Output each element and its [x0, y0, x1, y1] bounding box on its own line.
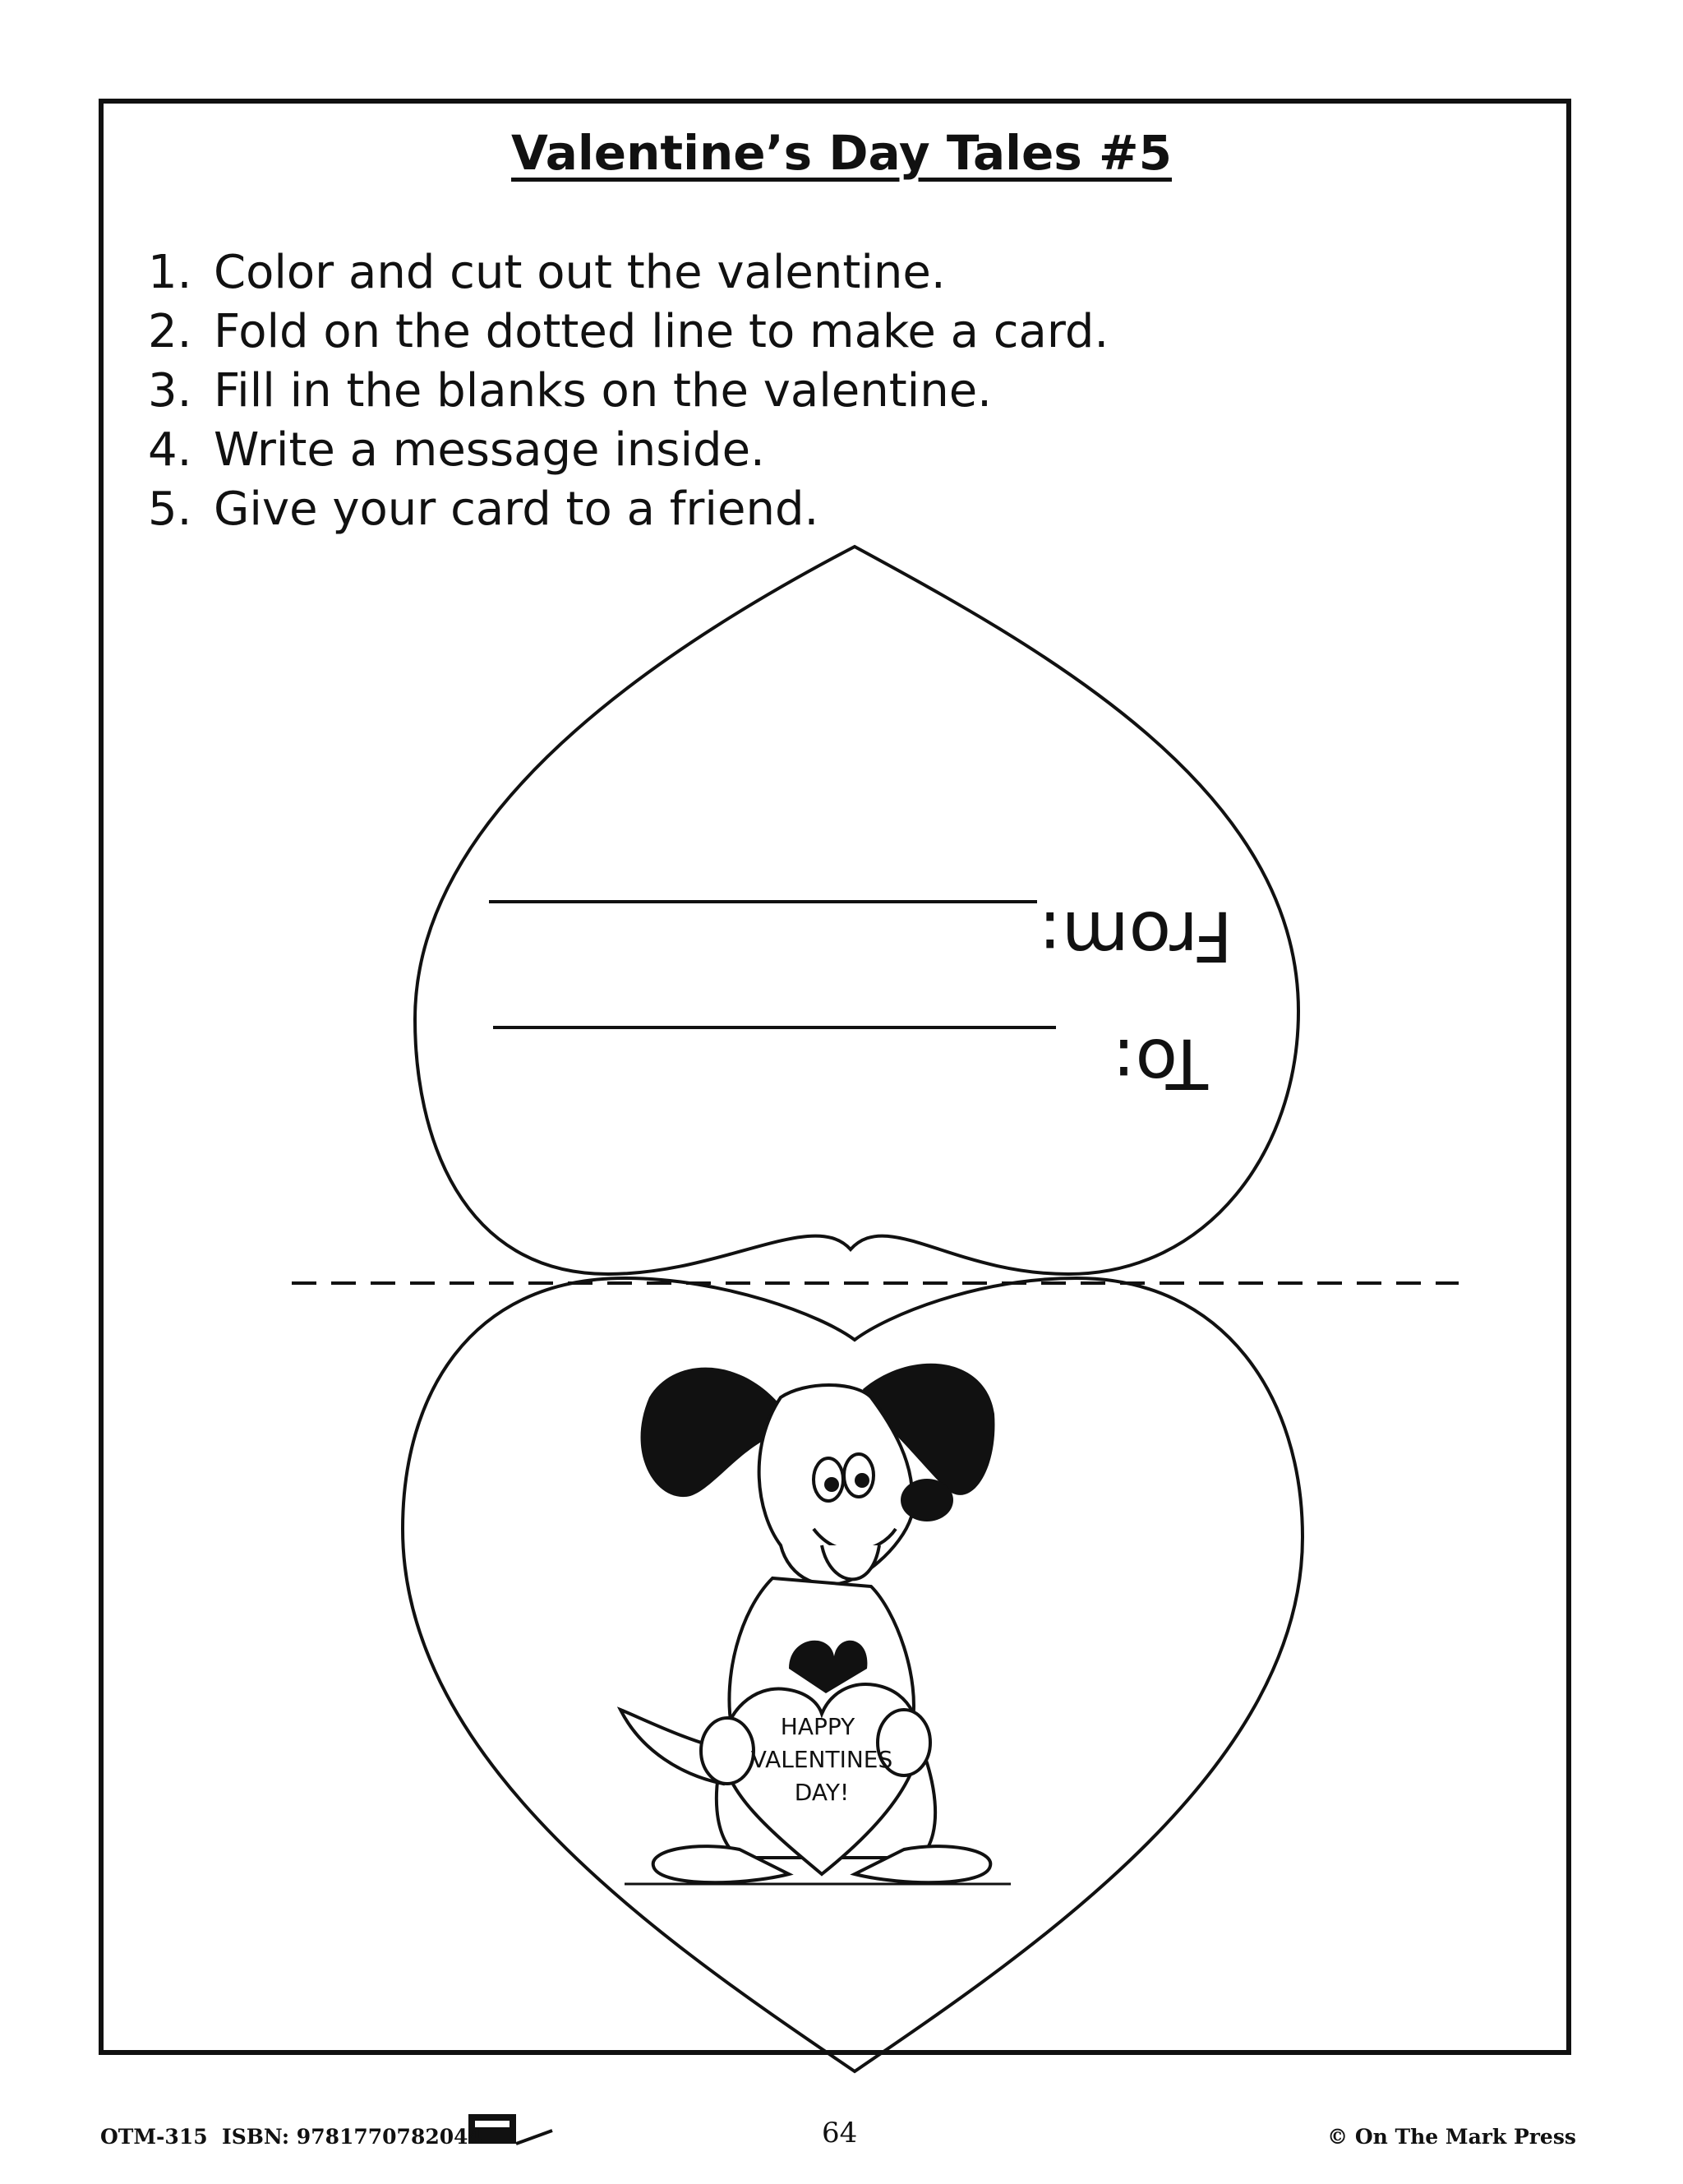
- held-heart-line-1: HAPPY: [780, 1713, 855, 1740]
- puppy-left-paw: [701, 1718, 754, 1784]
- instruction-text: Give your card to a friend.: [214, 483, 819, 536]
- puppy-illustration: [620, 1364, 1011, 1884]
- instruction-number: 5.: [148, 483, 192, 536]
- footer-isbn: OTM-315 ISBN: 9781770782044: [100, 2125, 482, 2149]
- footer-page-number: 64: [822, 2117, 858, 2149]
- from-label: From:: [1038, 896, 1233, 977]
- footer-copyright: © On The Mark Press: [1327, 2125, 1576, 2149]
- instruction-number: 2.: [148, 305, 192, 358]
- held-heart-line-2: VALENTINES: [750, 1746, 893, 1773]
- instruction-text: Fold on the dotted line to make a card.: [214, 305, 1109, 358]
- page-title: Valentine’s Day Tales #5: [511, 125, 1172, 181]
- instruction-number: 1.: [148, 246, 192, 299]
- instruction-number: 4.: [148, 423, 192, 477]
- puppy-nose: [901, 1479, 953, 1521]
- instruction-text: Fill in the blanks on the valentine.: [214, 364, 992, 418]
- instruction-text: Write a message inside.: [214, 423, 765, 477]
- instruction-text: Color and cut out the valentine.: [214, 246, 946, 299]
- to-label: To:: [1112, 1023, 1208, 1104]
- held-heart-line-3: DAY!: [794, 1779, 850, 1806]
- instruction-number: 3.: [148, 364, 192, 418]
